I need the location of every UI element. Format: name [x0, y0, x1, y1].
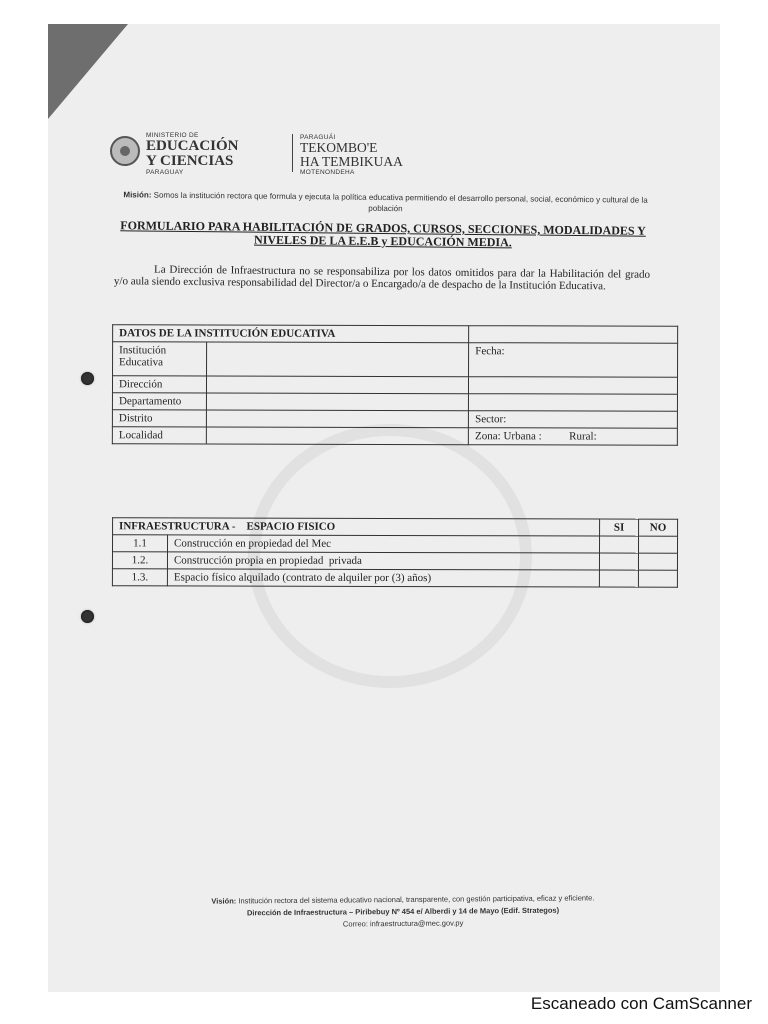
logo-divider: [292, 134, 293, 172]
row-label-distrito: Distrito: [112, 410, 206, 427]
ministerio-small: MINISTERIO DE: [146, 132, 199, 139]
intro-paragraph: La Dirección de Infraestructura no se responsabiliza por los datos omitidos para dar la Habilitación del grado y/o aula siendo exclusiva responsabilidad del Director/a o Encargado/a de despacho de la Institución Educativa.: [113, 263, 651, 293]
infra-num: 1.3.: [112, 569, 167, 586]
infraestructura-table: [112, 517, 678, 587]
guarani-line1: TEKOMBO'E: [300, 140, 378, 155]
field-zona[interactable]: Zona: Urbana : Rural:: [469, 428, 678, 446]
field-localidad[interactable]: [207, 427, 469, 445]
page-footer: [118, 892, 688, 933]
infra-no-cell[interactable]: [638, 553, 677, 570]
infra-num: 1.1: [113, 535, 168, 552]
direccion-line: Dirección de Infraestructura – Piribebuy Nº 454 e/ Alberdi y 14 de Mayo (Edif. Strategos): [246, 905, 560, 918]
ministerio-line2: Y CIENCIAS: [146, 153, 234, 169]
field-departamento[interactable]: [207, 393, 469, 411]
field-sector[interactable]: Sector:: [469, 411, 678, 429]
vision-text: Institución rectora del sistema educativo nacional, transparente, con gestión participativa, eficaz y eficiente.: [238, 893, 595, 906]
ministry-header: [110, 132, 670, 192]
infra-no-cell[interactable]: [638, 536, 677, 553]
col-si: SI: [600, 519, 639, 536]
guarani-logo-text: [300, 134, 403, 176]
infra-header: INFRAESTRUCTURA - ESPACIO FISICO: [113, 518, 600, 536]
infra-text: Construcción en propiedad del Mec: [168, 535, 600, 553]
punch-hole: [81, 372, 94, 385]
infra-no-cell[interactable]: [638, 570, 677, 587]
row-label-direccion: Dirección: [112, 376, 206, 393]
row-label-localidad: Localidad: [112, 427, 206, 444]
punch-hole: [81, 610, 94, 623]
correo-line: Correo: infraestructura@mec.gov.py: [342, 918, 464, 929]
infra-si-cell[interactable]: [599, 536, 638, 553]
scanned-page: [48, 24, 720, 992]
field-direccion[interactable]: [207, 376, 469, 394]
datos-header-blank: [469, 326, 678, 344]
infra-si-cell[interactable]: [599, 553, 638, 570]
folded-corner: [48, 24, 128, 119]
mision-label: Misión:: [123, 190, 152, 200]
infra-si-cell[interactable]: [599, 570, 638, 587]
ministerio-line1: EDUCACIÓN: [146, 138, 239, 154]
field-direccion-right[interactable]: [469, 377, 678, 395]
col-no: NO: [639, 519, 678, 536]
datos-institucion-table: [112, 324, 678, 445]
scanner-watermark: Escaneado con CamScanner: [530, 994, 752, 1013]
vision-label: Visión:: [211, 896, 237, 906]
field-fecha[interactable]: Fecha:: [469, 343, 678, 378]
field-departamento-right[interactable]: [469, 394, 678, 412]
mision-statement: [108, 189, 663, 217]
ministry-logo-text: [146, 132, 239, 176]
mision-text: Somos la institución rectora que formula y ejecuta la política educativa permitiendo el desarrollo personal, social, económico y cultural de la población: [153, 190, 648, 214]
guarani-line2: HA TEMBIKUAA: [300, 154, 403, 169]
field-distrito[interactable]: [207, 410, 469, 428]
row-label-departamento: Departamento: [112, 393, 206, 410]
infra-text: Espacio físico alquilado (contrato de alquiler por (3) años): [167, 569, 599, 587]
form-title: FORMULARIO PARA HABILITACIÓN DE GRADOS, CURSOS, SECCIONES, MODALIDADES Y NIVELES DE LA E.E.B y EDUCACIÓN MEDIA.: [120, 218, 646, 250]
national-seal-icon: [110, 136, 140, 166]
guarani-sub: MOTENONDEHA: [300, 169, 355, 176]
row-label-institucion: Institución Educativa: [113, 342, 207, 376]
country-small: PARAGUAY: [146, 169, 184, 176]
infra-num: 1.2.: [112, 552, 167, 569]
field-institucion[interactable]: [207, 342, 469, 377]
datos-header: DATOS DE LA INSTITUCIÓN EDUCATIVA: [113, 325, 469, 343]
guarani-small: PARAGUÁI: [300, 134, 336, 141]
infra-text: Construcción propia en propiedad privada: [167, 552, 599, 570]
